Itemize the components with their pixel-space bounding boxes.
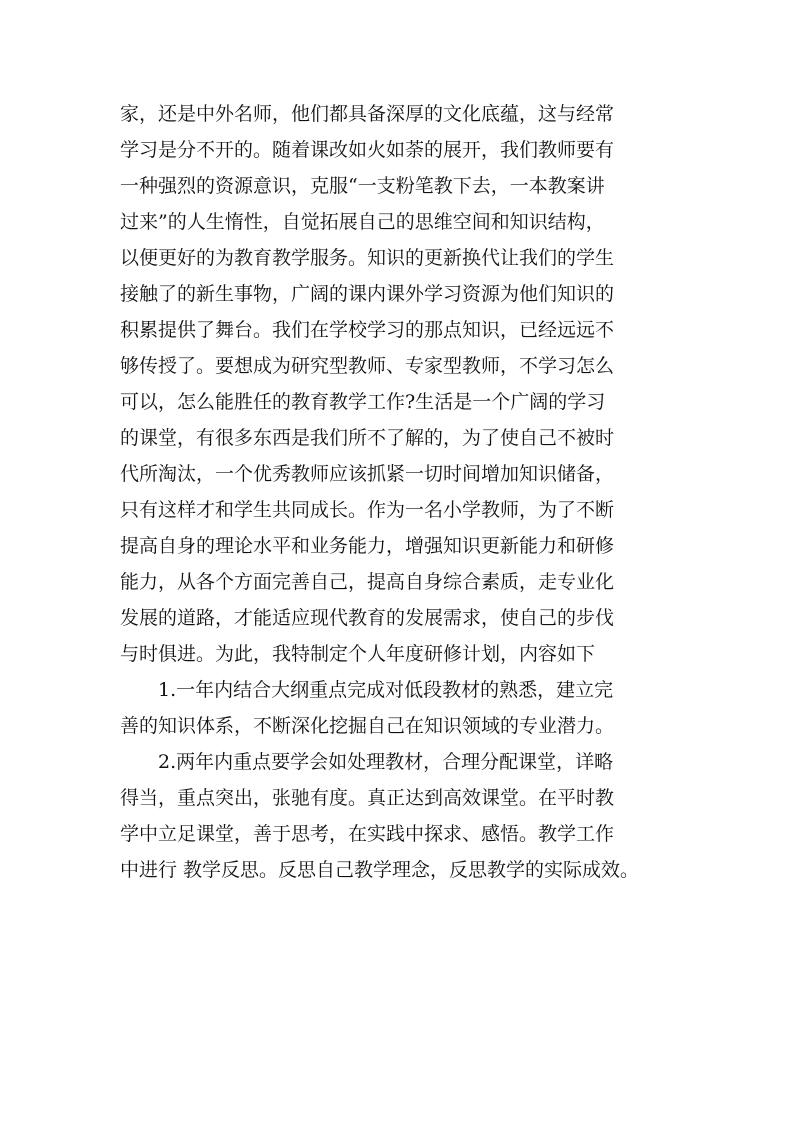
document-body xyxy=(120,96,690,888)
list-item-2-line-4: 中进行 教学反思。反思自己教学理念，反思教学的实际成效。 xyxy=(120,859,640,881)
text-line-3: 一种强烈的资源意识，克服“一支粉笔教下去，一本教案讲 xyxy=(120,175,605,197)
text-line-14: 能力，从各个方面完善自己，提高自身综合素质，走专业化 xyxy=(120,571,615,593)
list-item-1-line-2: 善的知识体系，不断深化挖掘自己在知识领域的专业潜力。 xyxy=(120,715,615,737)
text-line-8: 够传授了。要想成为研究型教师、专家型教师，不学习怎么 xyxy=(120,355,615,377)
text-line-2: 学习是分不开的。随着课改如火如荼的展开，我们教师要有 xyxy=(120,139,615,161)
text-line-12: 只有这样才和学生共同成长。作为一名小学教师，为了不断 xyxy=(120,499,615,521)
text-line-15: 发展的道路，才能适应现代教育的发展需求，使自己的步伐 xyxy=(120,607,615,629)
text-line-4: 过来”的人生惰性，自觉拓展自己的思维空间和知识结构， xyxy=(120,211,605,233)
list-item-2-line-2: 得当，重点突出，张驰有度。真正达到高效课堂。在平时教 xyxy=(120,787,615,809)
list-item-1-line-1: 1.一年内结合大纲重点完成对低段教材的熟悉，建立完 xyxy=(158,679,614,701)
text-line-11: 代所淘汰，一个优秀教师应该抓紧一切时间增加知识储备， xyxy=(120,463,615,485)
text-line-6: 接触了的新生事物，广阔的课内课外学习资源为他们知识的 xyxy=(120,283,615,305)
list-item-2-line-1: 2.两年内重点要学会如处理教材，合理分配课堂，详略 xyxy=(158,751,614,773)
text-line-5: 以便更好的为教育教学服务。知识的更新换代让我们的学生 xyxy=(120,247,615,269)
text-line-13: 提高自身的理论水平和业务能力，增强知识更新能力和研修 xyxy=(120,535,615,557)
text-line-9: 可以，怎么能胜任的教育教学工作?生活是一个广阔的学习 xyxy=(120,391,606,413)
text-line-1: 家，还是中外名师，他们都具备深厚的文化底蕴，这与经常 xyxy=(120,103,615,125)
text-line-16: 与时俱进。为此，我特制定个人年度研修计划，内容如下 xyxy=(120,643,596,665)
list-item-2-line-3: 学中立足课堂，善于思考，在实践中探求、感悟。教学工作 xyxy=(120,823,615,845)
text-line-10: 的课堂，有很多东西是我们所不了解的，为了使自己不被时 xyxy=(120,427,615,449)
text-line-7: 积累提供了舞台。我们在学校学习的那点知识，已经远远不 xyxy=(120,319,615,341)
